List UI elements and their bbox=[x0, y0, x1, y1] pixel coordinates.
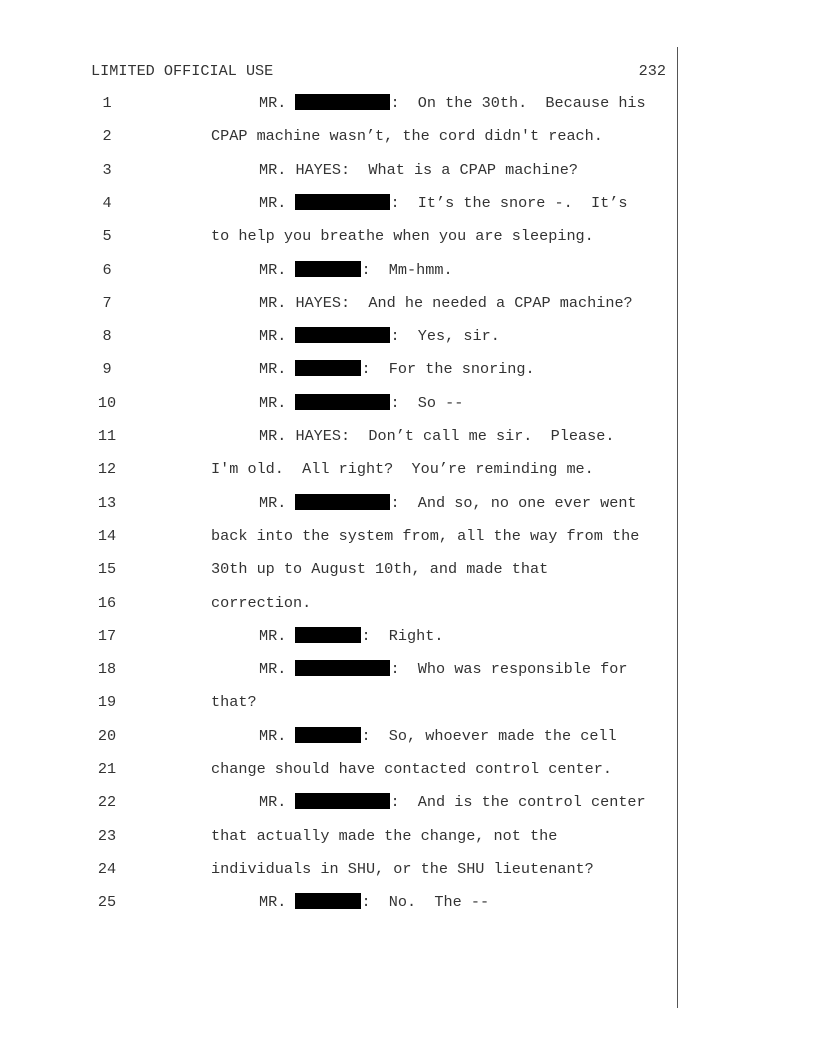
text-segment: back into the system from, all the way from the bbox=[211, 526, 640, 545]
line-number: 17 bbox=[97, 626, 117, 645]
text-segment: that actually made the change, not the bbox=[211, 826, 558, 845]
line-number: 4 bbox=[102, 193, 112, 212]
transcript-line bbox=[0, 759, 677, 779]
right-margin-rule bbox=[677, 47, 678, 1008]
line-number: 18 bbox=[97, 660, 117, 679]
line-text bbox=[211, 559, 548, 579]
redaction-box bbox=[295, 627, 361, 643]
text-segment: MR. bbox=[259, 726, 296, 745]
transcript-line bbox=[0, 892, 677, 912]
redaction-box bbox=[295, 360, 361, 376]
line-text bbox=[259, 260, 453, 280]
line-number: 12 bbox=[97, 460, 117, 479]
transcript-line bbox=[0, 93, 677, 113]
text-segment: to help you breathe when you are sleeping. bbox=[211, 227, 594, 246]
text-segment: : For the snoring. bbox=[361, 360, 535, 379]
text-segment: : Right. bbox=[361, 626, 444, 645]
line-text bbox=[211, 759, 612, 779]
line-text bbox=[259, 426, 614, 446]
transcript-line bbox=[0, 326, 677, 346]
text-segment: : On the 30th. Because his bbox=[390, 94, 646, 112]
text-segment: MR. bbox=[259, 793, 296, 812]
line-text bbox=[211, 226, 594, 246]
line-number: 2 bbox=[102, 127, 112, 146]
line-number: 5 bbox=[102, 227, 112, 246]
transcript-line bbox=[0, 260, 677, 280]
transcript-line bbox=[0, 593, 677, 613]
text-segment: MR. bbox=[259, 360, 296, 379]
transcript-line bbox=[0, 726, 677, 746]
text-segment: MR. bbox=[259, 660, 296, 679]
line-text bbox=[259, 626, 444, 646]
line-text bbox=[259, 892, 489, 912]
text-segment: change should have contacted control center. bbox=[211, 760, 613, 778]
text-segment: MR. bbox=[259, 193, 296, 212]
line-text bbox=[259, 393, 463, 413]
line-text bbox=[259, 326, 500, 346]
transcript-line bbox=[0, 459, 677, 479]
text-segment: individuals in SHU, or the SHU lieutenant? bbox=[211, 859, 594, 878]
line-number: 8 bbox=[102, 327, 112, 346]
transcript-line bbox=[0, 226, 677, 246]
line-text bbox=[259, 359, 535, 379]
redaction-box bbox=[295, 261, 361, 277]
line-text bbox=[259, 293, 633, 313]
text-segment: MR. bbox=[259, 94, 296, 112]
line-number: 24 bbox=[97, 859, 117, 878]
text-segment: MR. bbox=[259, 260, 296, 279]
line-number: 15 bbox=[97, 560, 117, 579]
line-number: 25 bbox=[97, 893, 117, 912]
line-number: 16 bbox=[97, 593, 117, 612]
line-text bbox=[259, 93, 646, 113]
transcript-line bbox=[0, 526, 677, 546]
line-text bbox=[259, 726, 617, 746]
transcript-line bbox=[0, 293, 677, 313]
transcript-line bbox=[0, 626, 677, 646]
transcript-line bbox=[0, 792, 677, 812]
text-segment: : And so, no one ever went bbox=[390, 493, 637, 512]
text-segment: MR. HAYES: And he needed a CPAP machine? bbox=[259, 293, 633, 312]
classification-header: LIMITED OFFICIAL USE bbox=[91, 62, 274, 80]
line-number: 7 bbox=[102, 293, 112, 312]
line-text bbox=[259, 659, 627, 679]
redaction-box bbox=[295, 194, 390, 210]
line-number: 11 bbox=[97, 427, 117, 445]
text-segment: MR. HAYES: Don’t call me sir. Please. bbox=[259, 427, 615, 445]
line-text bbox=[259, 493, 637, 513]
text-segment: : Who was responsible for bbox=[390, 660, 628, 679]
line-number: 1 bbox=[102, 94, 112, 112]
line-text bbox=[211, 859, 594, 879]
text-segment: : Mm-hmm. bbox=[361, 260, 453, 279]
line-number: 9 bbox=[102, 360, 112, 379]
redaction-box bbox=[295, 327, 390, 343]
line-text bbox=[211, 593, 311, 613]
transcript-line bbox=[0, 826, 677, 846]
transcript-line bbox=[0, 359, 677, 379]
text-segment: MR. bbox=[259, 626, 296, 645]
line-text bbox=[211, 692, 257, 712]
transcript-line bbox=[0, 193, 677, 213]
line-number: 20 bbox=[97, 726, 117, 745]
text-segment: MR. bbox=[259, 493, 296, 512]
line-text bbox=[259, 792, 646, 812]
transcript-line bbox=[0, 559, 677, 579]
page-number: 232 bbox=[638, 62, 666, 80]
line-text bbox=[211, 126, 603, 146]
text-segment: : Yes, sir. bbox=[390, 327, 500, 346]
text-segment: that? bbox=[211, 693, 257, 712]
transcript-line bbox=[0, 692, 677, 712]
line-number: 14 bbox=[97, 526, 117, 545]
text-segment: : So, whoever made the cell bbox=[361, 726, 617, 745]
text-segment: CPAP machine wasn’t, the cord didn't reach. bbox=[211, 127, 603, 146]
redaction-box bbox=[295, 793, 390, 809]
text-segment: MR. bbox=[259, 893, 296, 912]
text-segment: : And is the control center bbox=[390, 793, 646, 812]
transcript-line bbox=[0, 859, 677, 879]
line-number: 21 bbox=[97, 760, 117, 778]
transcript-line bbox=[0, 160, 677, 180]
text-segment: : No. The -- bbox=[361, 893, 490, 912]
transcript-line bbox=[0, 493, 677, 513]
text-segment: MR. HAYES: What is a CPAP machine? bbox=[259, 160, 578, 179]
text-segment: : It’s the snore -. It’s bbox=[390, 193, 628, 212]
line-number: 22 bbox=[97, 793, 117, 812]
redaction-box bbox=[295, 94, 390, 110]
line-text bbox=[211, 526, 639, 546]
redaction-box bbox=[295, 727, 361, 743]
transcript-line bbox=[0, 659, 677, 679]
text-segment: I'm old. All right? You’re reminding me. bbox=[211, 460, 594, 479]
line-number: 10 bbox=[97, 393, 117, 412]
line-number: 19 bbox=[97, 693, 117, 712]
line-number: 23 bbox=[97, 826, 117, 845]
transcript-line bbox=[0, 126, 677, 146]
redaction-box bbox=[295, 394, 390, 410]
redaction-box bbox=[295, 893, 361, 909]
line-text bbox=[259, 193, 627, 213]
line-number: 3 bbox=[102, 160, 112, 179]
line-text bbox=[211, 459, 594, 479]
text-segment: MR. bbox=[259, 393, 296, 412]
line-text bbox=[211, 826, 557, 846]
transcript-line bbox=[0, 393, 677, 413]
text-segment: correction. bbox=[211, 593, 312, 612]
transcript-line bbox=[0, 426, 677, 446]
redaction-box bbox=[295, 494, 390, 510]
redaction-box bbox=[295, 660, 390, 676]
text-segment: MR. bbox=[259, 327, 296, 346]
line-number: 13 bbox=[97, 493, 117, 512]
line-number: 6 bbox=[102, 260, 112, 279]
text-segment: : So -- bbox=[390, 393, 464, 412]
line-text bbox=[259, 160, 578, 180]
text-segment: 30th up to August 10th, and made that bbox=[211, 560, 549, 579]
